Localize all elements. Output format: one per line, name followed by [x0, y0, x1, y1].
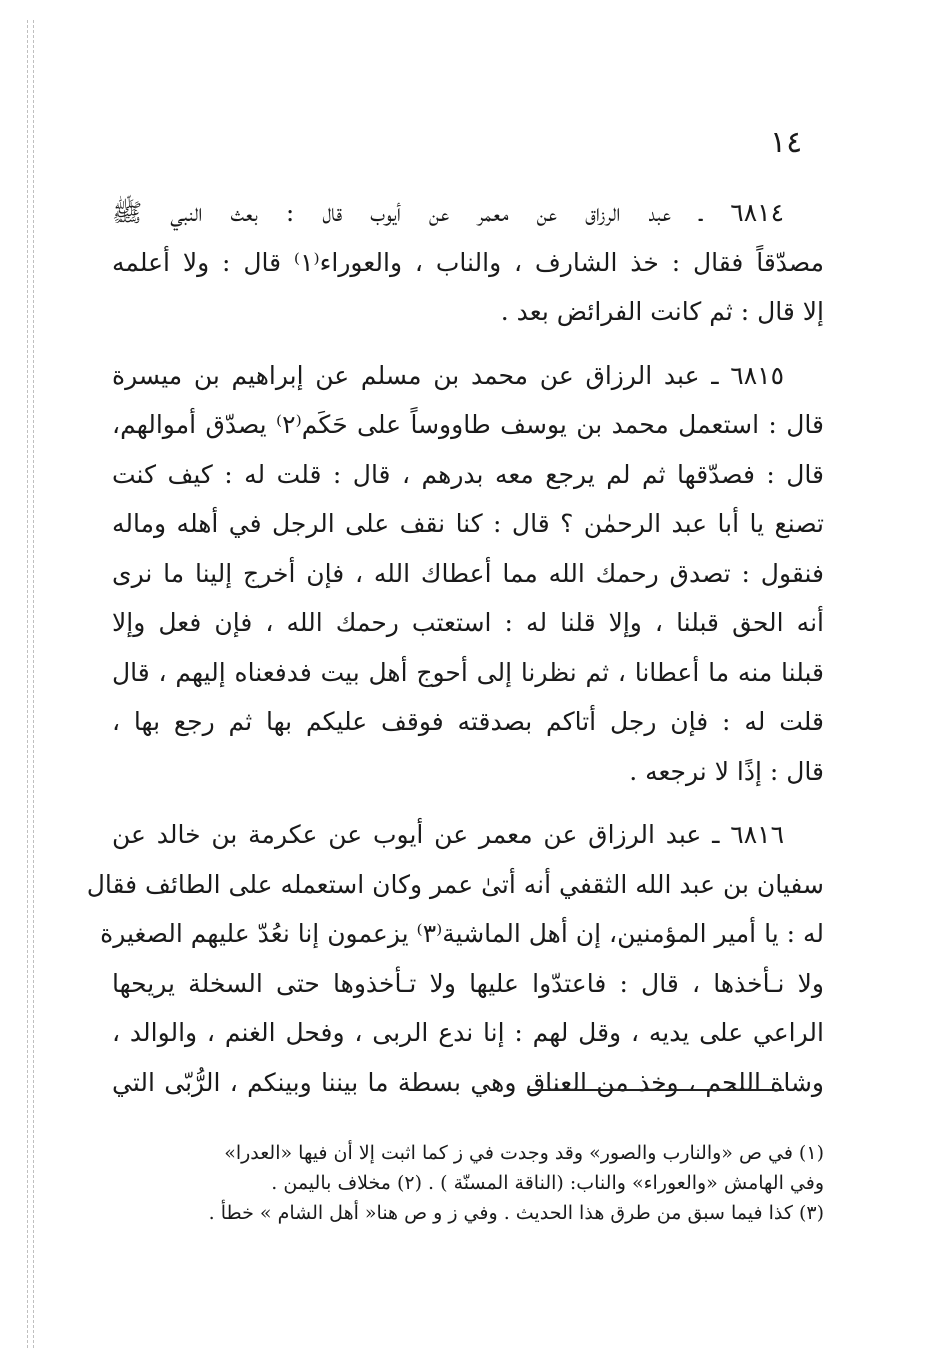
text-line: قال : استعمل محمد بن يوسف طاووساً على حَكَم⁽٢⁾ يصدّق أموالهم، — [112, 410, 824, 439]
text-line: ولا نـأخذها ، قال : فاعتدّوا عليها ولا تـأخذوها حتى السخلة يريحها — [112, 968, 824, 998]
footnote-separator — [528, 1089, 784, 1091]
text-line: فنقول : تصدق رحمك الله مما أعطاك الله ، فإن أخرج إلينا ما نرى — [112, 558, 824, 588]
text-line: ٦٨١٦ ـ عبد الرزاق عن معمر عن أيوب عن عكرمة بن خالد عن — [112, 820, 784, 849]
text-line: قلت له : فإن رجل أتاكم بصدقته فوقف عليكم بها ثم رجع بها ، — [112, 707, 824, 736]
text-line: ٦٨١٥ ـ عبد الرزاق عن محمد بن مسلم عن إبراهيم بن ميسرة — [112, 360, 784, 390]
page-number: ١٤ — [770, 125, 803, 160]
footnotes — [112, 1138, 824, 1228]
text-line: مصدّقاً فقال : خذ الشارف ، والناب ، والعوراء⁽١⁾ قال : ولا أعلمه — [112, 247, 824, 277]
text-line: أنه الحق قبلنا ، وإلا قلنا له : استعتب رحمك الله ، فإن فعل وإلا — [112, 608, 824, 637]
hadith-text-body — [86, 188, 824, 1121]
text-line: وشاة اللحم ، وخذ من العناق وهي بسطة ما بيننا وبينكم ، الرُّبّى التي — [112, 1067, 824, 1097]
text-line: قبلنا منه ما أعطانا ، ثم نظرنا إلى أحوج أهل بيت فدفعناه إليهم ، قال — [112, 657, 824, 687]
text-line: الراعي على يديه ، وقل لهم : إنا ندع الربى ، وفحل الغنم ، والوالد ، — [112, 1018, 824, 1047]
hadith-6814 — [112, 188, 824, 337]
text-line: تصنع يا أبا عبد الرحمٰن ؟ قال : كنا نقف على الرجل في أهله وماله — [112, 509, 824, 538]
text-line: قال : إذًا لا نرجعه . — [629, 756, 824, 786]
hadith-6815 — [112, 351, 824, 797]
scan-margin-line-inner — [33, 20, 34, 1348]
footnote-line: (١) في ص «والنارب والصور» وقد وجدت في ز كما اثبت إلا أن فيها «العدرا» — [224, 1142, 824, 1164]
scan-margin-line-outer — [27, 20, 28, 1348]
text-line: قال : فصدّقها ثم لم يرجع معه بدرهم ، قال : قلت له : كيف كنت — [112, 459, 824, 489]
text-line: سفيان بن عبد الله الثقفي أنه أتىٰ عمر وكان استعمله على الطائف فقال — [86, 869, 824, 899]
hadith-6816 — [86, 810, 824, 1107]
text-line: إلا قال : ثم كانت الفرائض بعد . — [500, 297, 824, 326]
footnote-line: (٣) كذا فيما سبق من طرق هذا الحديث . وفي ز و ص هنا« أهل الشام » خطأ . — [208, 1202, 824, 1224]
text-line: له : يا أمير المؤمنين، إن أهل الماشية⁽٣⁾ يزعمون إنا نعُدّ عليهم الصغيرة — [100, 919, 824, 948]
footnote-line: وفي الهامش «والعوراء» والناب: (الناقة المسنّة ) . (٢) مخلاف باليمن . — [271, 1172, 824, 1194]
text-line: ٦٨١٤ ـ عبد الرزاق عن معمر عن أيوب قال : بعث النبي ﷺ — [112, 198, 784, 227]
